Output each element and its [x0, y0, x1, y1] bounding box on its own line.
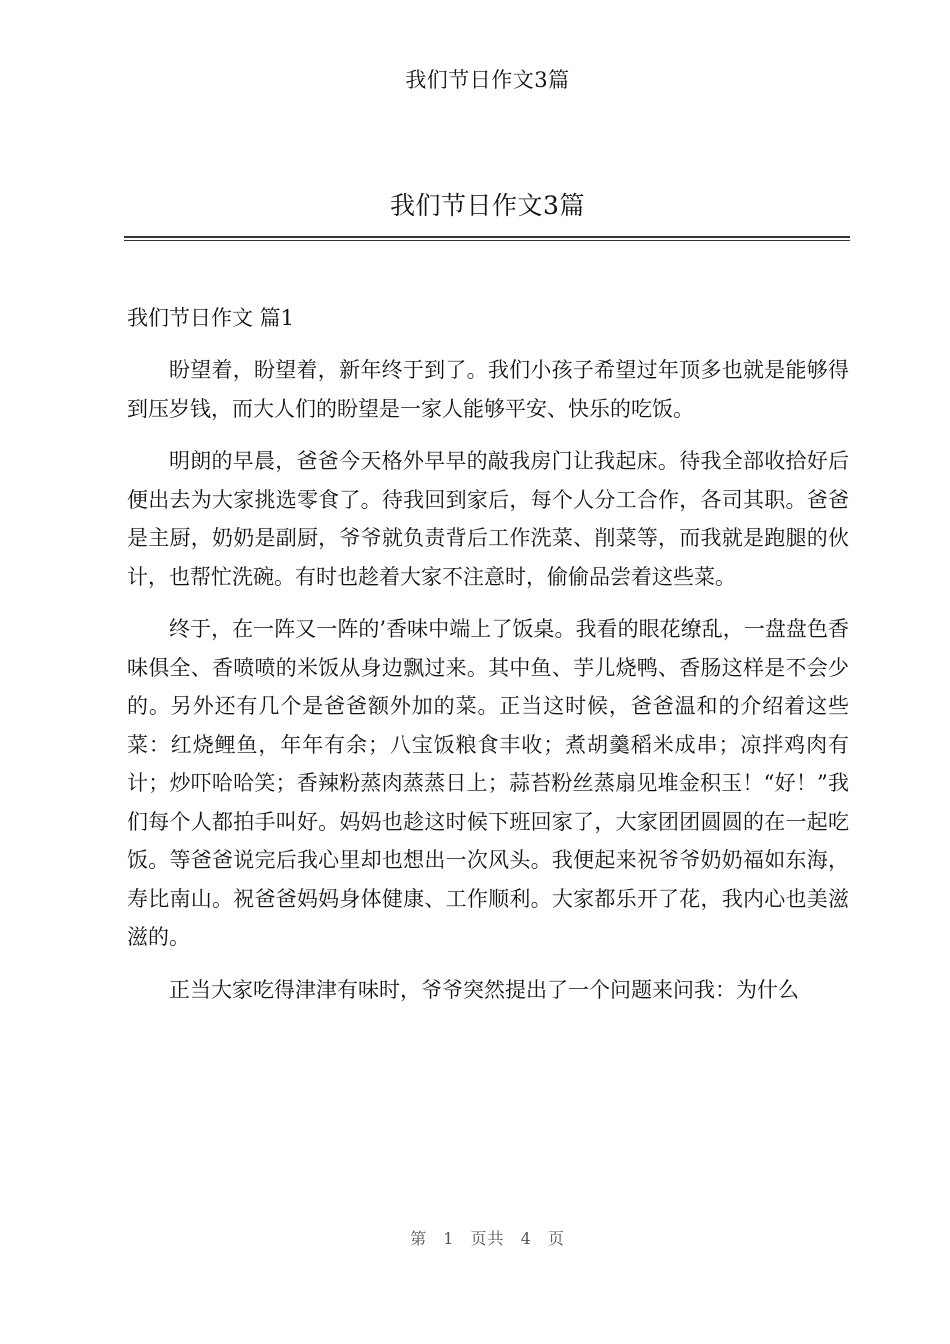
document-title: 我们节日作文3篇 [390, 191, 585, 220]
section-heading: 我们节日作文 篇1 [127, 306, 295, 330]
paragraph-4: 正当大家吃得津津有味时，爷爷突然提出了一个问题来问我：为什么 [169, 977, 799, 1002]
document-body [127, 299, 849, 1023]
paragraph-3: 终于，在一阵又一阵的’香味中端上了饭桌。我看的眼花缭乱，一盘盘色香味俱全、香喷喷的米饭从身边飘过来。其中鱼、芋儿烧鸭、香肠这样是不会少的。另外还有几个是爸爸额外加的菜。正当这时候，爸爸温和的介绍着这些菜：红烧鲤鱼，年年有余；八宝饭粮食丰收；煮胡羹稻米成串；凉拌鸡肉有计；炒吓哈哈笑；香辣粉蒸肉蒸蒸日上；蒜苔粉丝蒸扇见堆金积玉！“好！”我们每个人都拍手叫好。妈妈也趁这时候下班回家了，大家团团圆圆的在一起吃饭。等爸爸说完后我心里却也想出一次风头。我便起来祝爷爷奶奶福如东海，寿比南山。祝爸爸妈妈身体健康、工作顺利。大家都乐开了花，我内心也美滋滋的。 [127, 617, 849, 949]
paragraph-1: 盼望着，盼望着，新年终于到了。我们小孩子希望过年顶多也就是能够得到压岁钱，而大人们的盼望是一家人能够平安、快乐的吃饭。 [127, 358, 849, 421]
title-divider [124, 236, 850, 241]
page-footer: 第 1 页共 4 页 [410, 1229, 565, 1248]
page-header: 我们节日作文3篇 [405, 68, 570, 92]
paragraph-2: 明朗的早晨，爸爸今天格外早早的敲我房门让我起床。待我全部收拾好后便出去为大家挑选零食了。待我回到家后，每个人分工合作，各司其职。爸爸是主厨，奶奶是副厨，爷爷就负责背后工作洗菜、削菜等，而我就是跑腿的伙计，也帮忙洗碗。有时也趁着大家不注意时，偷偷品尝着这些菜。 [127, 449, 849, 589]
